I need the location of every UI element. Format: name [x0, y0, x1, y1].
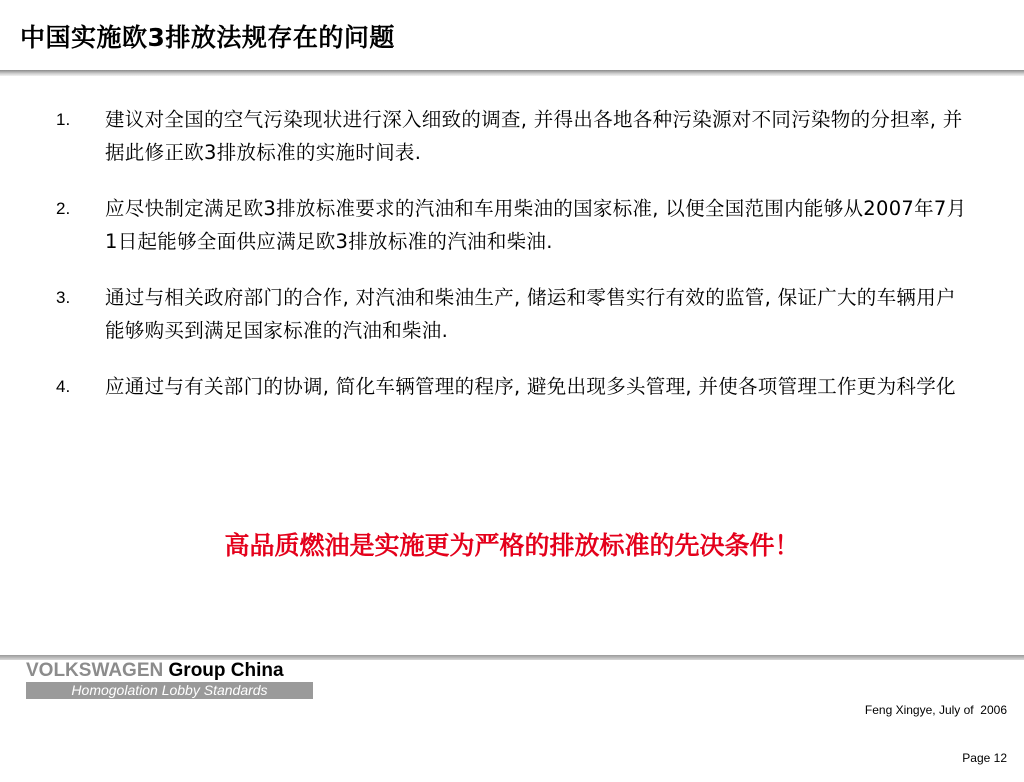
list-item [56, 192, 968, 258]
list-item-number: 1. [56, 110, 71, 129]
brand-vw: VOLKSWAGEN [26, 660, 164, 681]
brand-subtitle: Homogolation Lobby Standards [26, 682, 313, 699]
list-item-text: 通过与相关政府部门的合作, 对汽油和柴油生产, 储运和零售实行有效的监管, 保证广大的车辆用户能够购买到满足国家标准的汽油和柴油. [105, 286, 956, 342]
brand-wordmark [26, 661, 313, 681]
page-number: Page 12 [962, 751, 1007, 765]
brand-logo [26, 661, 313, 699]
slide-title: 中国实施欧3排放法规存在的问题 [20, 23, 395, 52]
recommendation-list [56, 103, 968, 426]
list-item-text: 应尽快制定满足欧3排放标准要求的汽油和车用柴油的国家标准, 以便全国范围内能够从2007年7月1日起能够全面供应满足欧3排放标准的汽油和柴油. [105, 197, 967, 253]
footer-meta [865, 670, 1007, 782]
list-item [56, 370, 968, 403]
author-date: Feng Xingye, July of 2006 [864, 703, 1007, 717]
list-item-text: 应通过与有关部门的协调, 简化车辆管理的程序, 避免出现多头管理, 并使各项管理工作更为科学化 [105, 375, 956, 398]
title-divider [0, 70, 1024, 76]
list-item [56, 103, 968, 169]
list-item-number: 3. [56, 288, 71, 307]
brand-group: Group China [168, 660, 284, 681]
list-item-text: 建议对全国的空气污染现状进行深入细致的调查, 并得出各地各种污染源对不同污染物的分担率, 并据此修正欧3排放标准的实施时间表. [105, 108, 963, 164]
conclusion-statement: 高品质燃油是实施更为严格的排放标准的先决条件！ [224, 531, 800, 560]
list-item-number: 4. [56, 377, 71, 396]
list-item [56, 281, 968, 347]
list-item-number: 2. [56, 199, 71, 218]
